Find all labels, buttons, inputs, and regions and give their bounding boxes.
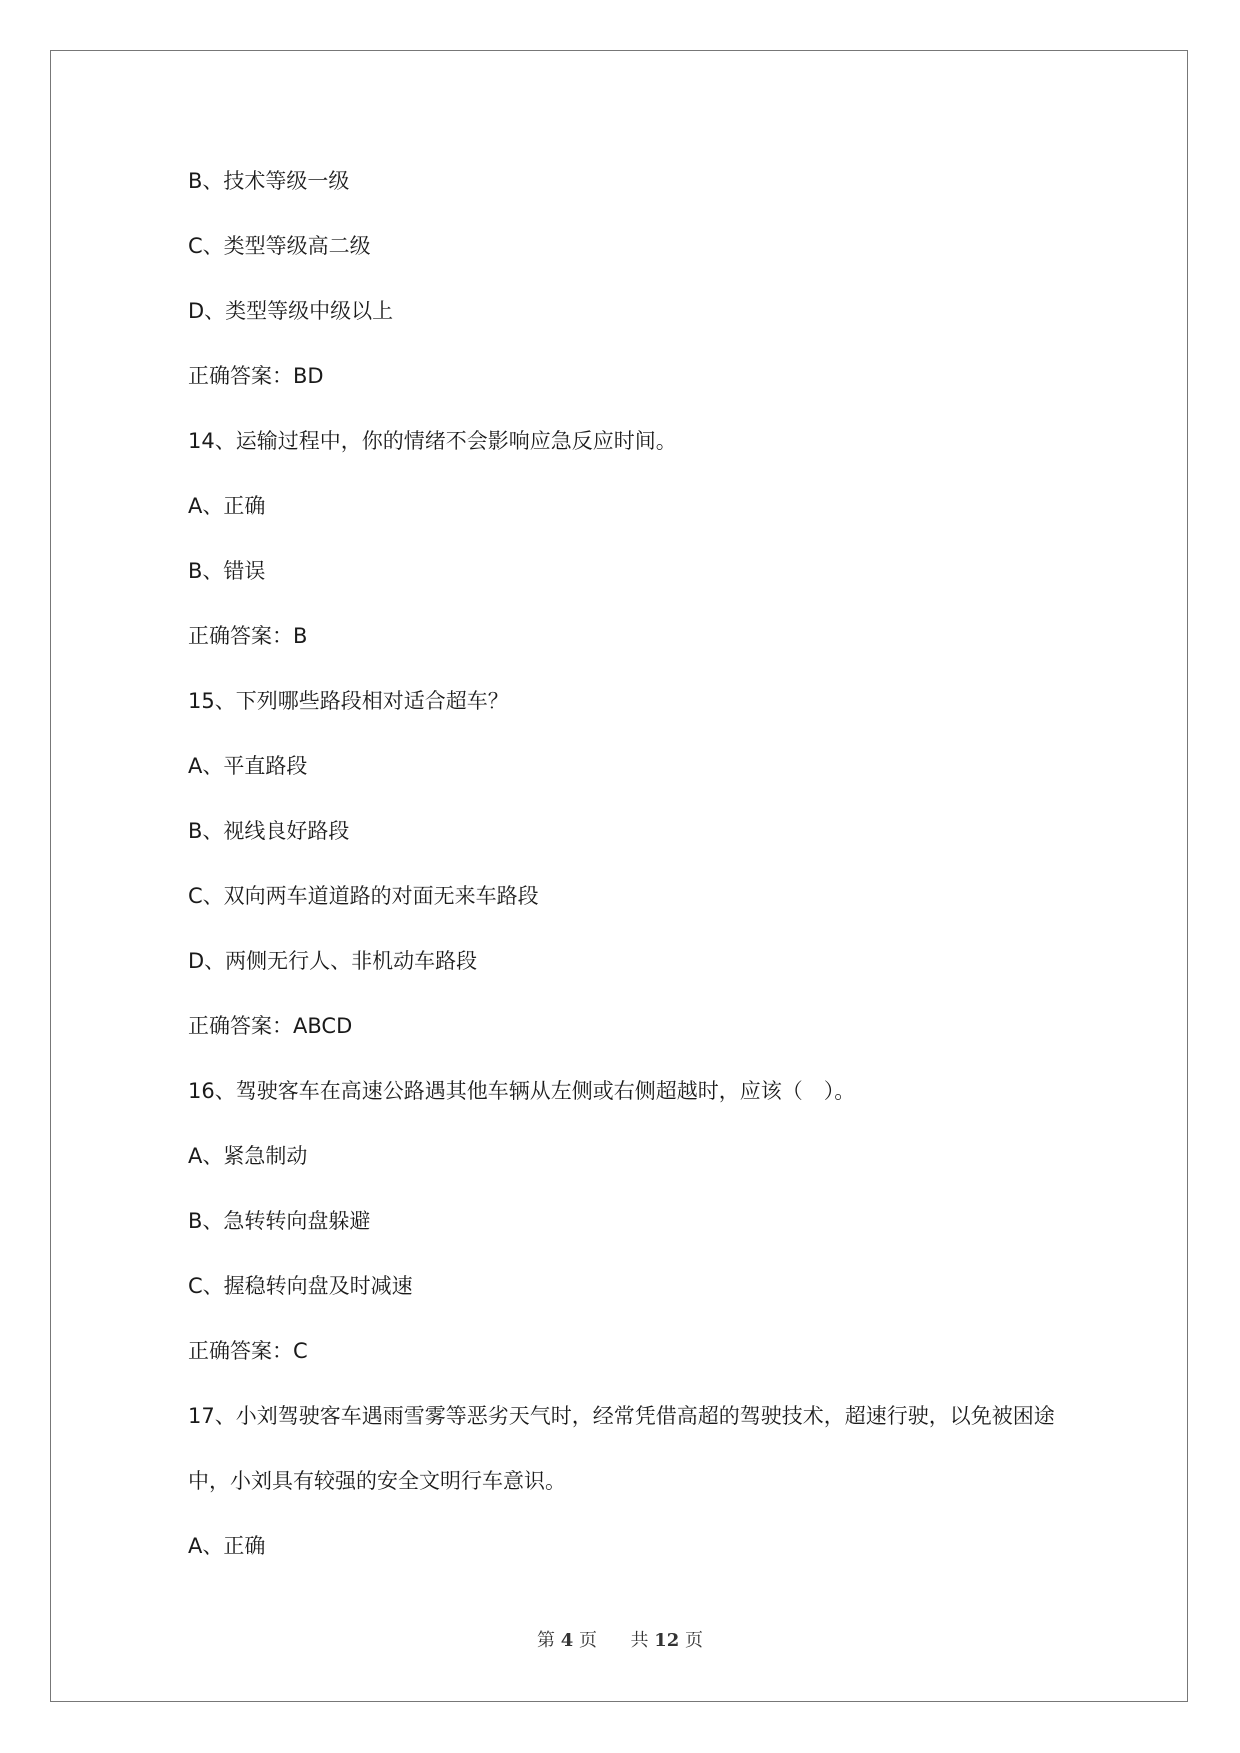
option-a-q17: A、正确 (188, 1534, 266, 1558)
option-b-q16: B、急转转向盘躲避 (188, 1209, 371, 1233)
answer-q15: 正确答案：ABCD (188, 1014, 353, 1038)
option-d-q13: D、类型等级中级以上 (188, 299, 394, 323)
footer-total-prefix: 共 (630, 1630, 649, 1651)
option-a-q15: A、平直路段 (188, 754, 308, 778)
page-footer (0, 1626, 1240, 1652)
option-a-q16: A、紧急制动 (188, 1144, 308, 1168)
document-body (188, 166, 1088, 1596)
answer-q16: 正确答案：C (188, 1339, 308, 1363)
option-c-q13: C、类型等级高二级 (188, 234, 371, 258)
option-b-q15: B、视线良好路段 (188, 819, 350, 843)
option-b-q13: B、技术等级一级 (188, 169, 350, 193)
option-a-q14: A、正确 (188, 494, 266, 518)
current-page-number: 4 (560, 1630, 574, 1651)
question-17-line-2: 中，小刘具有较强的安全文明行车意识。 (188, 1469, 566, 1493)
total-pages-number: 12 (654, 1630, 680, 1651)
question-16: 16、驾驶客车在高速公路遇其他车辆从左侧或右侧超越时，应该（ ）。 (188, 1079, 856, 1103)
question-14: 14、运输过程中，你的情绪不会影响应急反应时间。 (188, 429, 677, 453)
footer-prefix: 第 (537, 1630, 555, 1651)
footer-total-unit: 页 (685, 1630, 703, 1651)
option-c-q15: C、双向两车道道路的对面无来车路段 (188, 884, 539, 908)
option-d-q15: D、两侧无行人、非机动车路段 (188, 949, 478, 973)
question-17-line-1: 17、小刘驾驶客车遇雨雪雾等恶劣天气时，经常凭借高超的驾驶技术，超速行驶，以免被困途 (188, 1404, 1055, 1428)
option-b-q14: B、错误 (188, 559, 266, 583)
footer-page-unit: 页 (579, 1630, 597, 1651)
answer-q14: 正确答案：B (188, 624, 308, 648)
answer-q13: 正确答案：BD (188, 364, 324, 388)
question-15: 15、下列哪些路段相对适合超车？ (188, 689, 509, 713)
option-c-q16: C、握稳转向盘及时减速 (188, 1274, 413, 1298)
